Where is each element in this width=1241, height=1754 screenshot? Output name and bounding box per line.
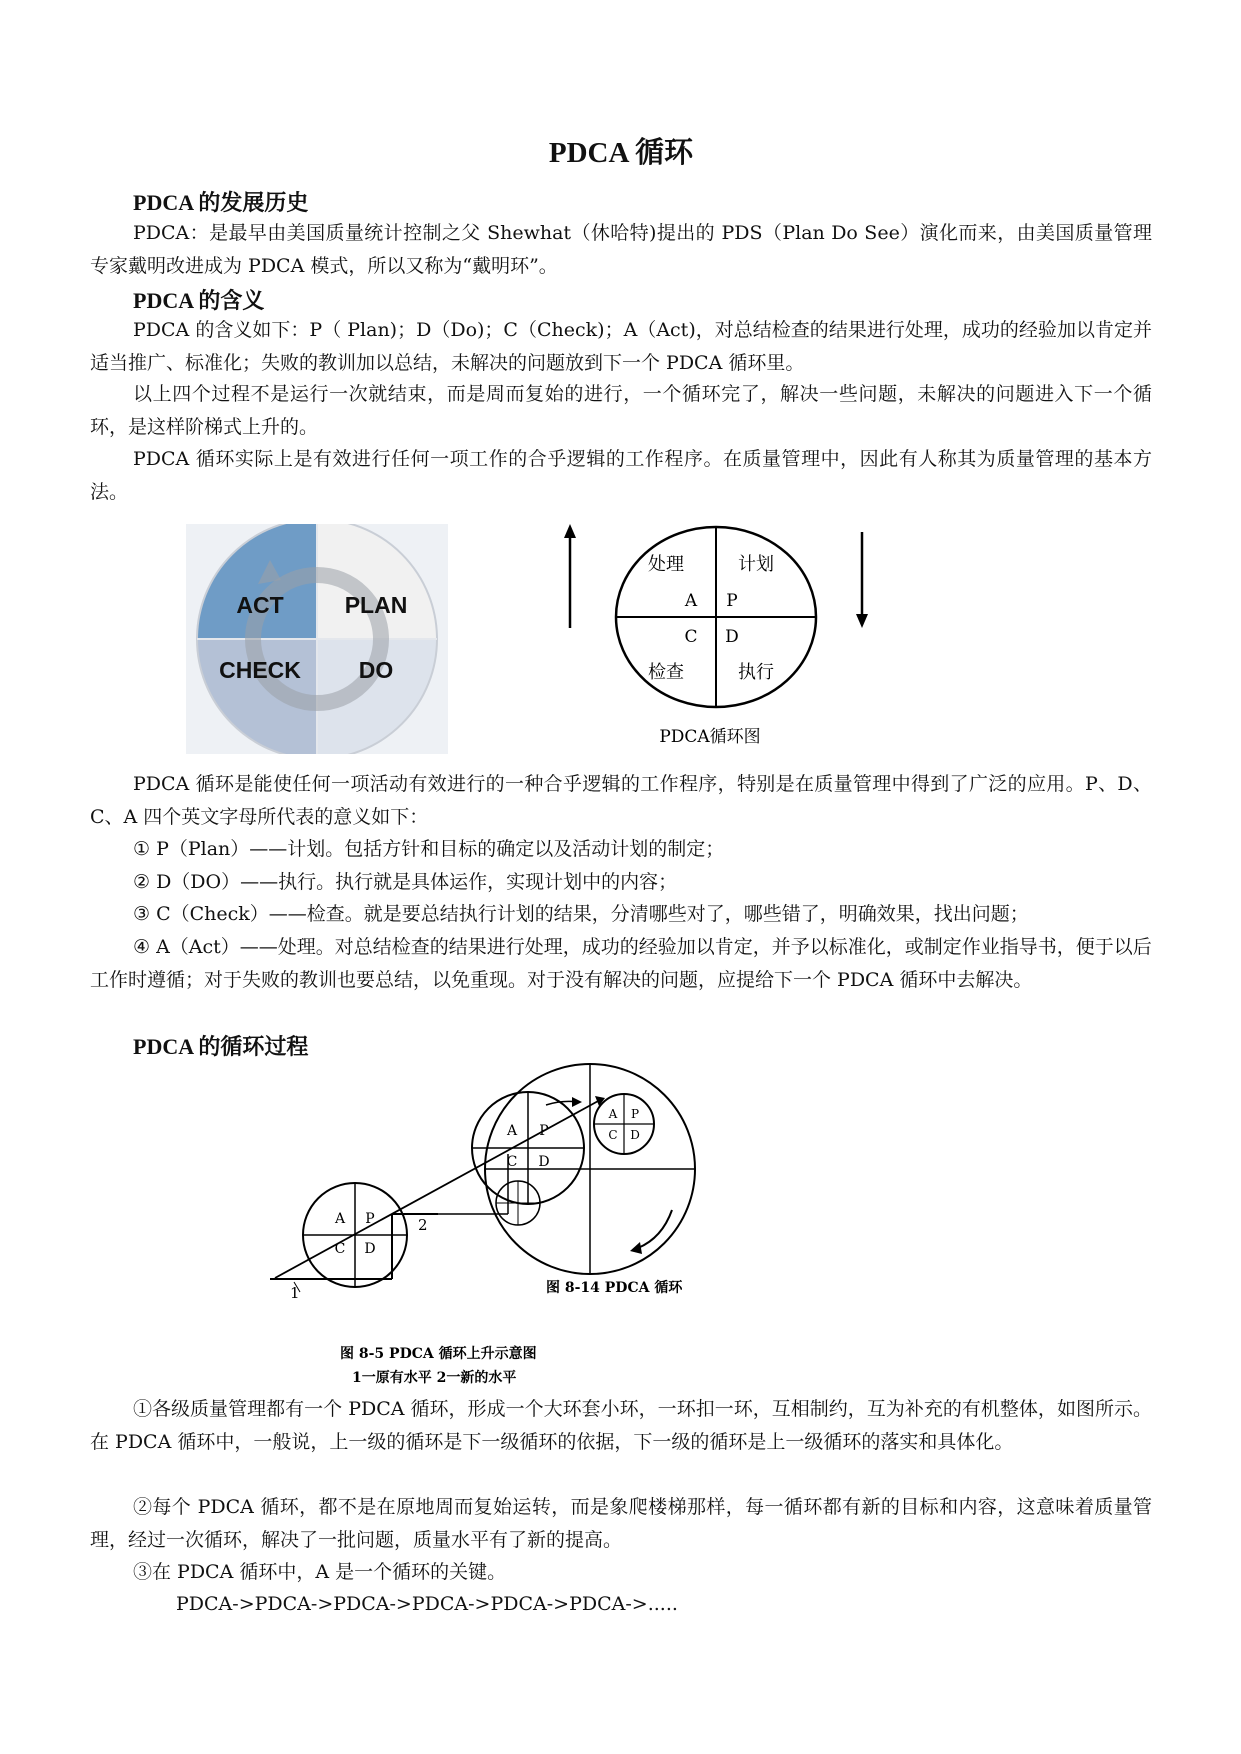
meaning-item-do: ② D（DO）——执行。执行就是具体运作，实现计划中的内容； bbox=[133, 871, 678, 893]
plan-label: PLAN bbox=[344, 592, 408, 618]
letter-a: A bbox=[684, 591, 698, 611]
tiny-letter-a: A bbox=[608, 1107, 618, 1121]
pdca-chain: PDCA->PDCA->PDCA->PDCA->PDCA->PDCA->..... bbox=[176, 1593, 678, 1615]
meaning-paragraph-2: 以上四个过程不是运行一次就结束，而是周而复始的进行，一个循环完了，解决一些问题，未解决的问题进入下一个循环，是这样阶梯式上升的。 bbox=[90, 383, 1152, 438]
history-paragraph: PDCA：是最早由美国质量统计控制之父 Shewhat（休哈特)提出的 PDS（Plan Do See）演化而来，由美国质量管理专家戴明改进成为 PDCA 模式，所以又称为“戴明环”。 bbox=[90, 222, 1152, 277]
letter-c: C bbox=[684, 627, 698, 647]
label-2: 2 bbox=[418, 1216, 428, 1234]
large-cycle-arrow bbox=[638, 1210, 672, 1248]
caption-levels: 1一原有水平 2一新的水平 bbox=[352, 1370, 517, 1386]
letter-p: P bbox=[726, 591, 738, 611]
check-label-bl: 检查 bbox=[648, 662, 684, 683]
medium-letter-d: D bbox=[538, 1154, 550, 1170]
plan-label-tr: 计划 bbox=[738, 554, 774, 575]
caption-fig-8-5: 图 8-5 PDCA 循环上升示意图 bbox=[340, 1346, 537, 1362]
process-label-tl: 处理 bbox=[648, 554, 684, 575]
caption-fig-8-14: 图 8-14 PDCA 循环 bbox=[546, 1280, 683, 1296]
check-label: CHECK bbox=[219, 657, 301, 683]
page-title: PDCA 循环 bbox=[548, 137, 694, 169]
section-heading-process: PDCA 的循环过程 bbox=[133, 1034, 309, 1059]
tiny-letter-c: C bbox=[608, 1128, 618, 1142]
pdca-circle-diagram bbox=[560, 524, 940, 754]
act-label: ACT bbox=[236, 592, 284, 618]
medium-letter-p: P bbox=[539, 1123, 549, 1139]
small-letter-a: A bbox=[334, 1211, 346, 1227]
down-arrow-icon bbox=[856, 614, 868, 628]
process-item-3: ③在 PDCA 循环中，A 是一个循环的关键。 bbox=[133, 1561, 507, 1583]
meaning-intro: PDCA 循环是能使任何一项活动有效进行的一种合乎逻辑的工作程序，特别是在质量管理中得到了广泛的应用。P、D、C、A 四个英文字母所代表的意义如下： bbox=[90, 773, 1152, 828]
pdca-ascending-figure bbox=[270, 1060, 750, 1390]
letter-d: D bbox=[725, 627, 739, 647]
meaning-paragraph-1: PDCA 的含义如下：P（ Plan)；D（Do)；C（Check)；A（Act)，对总结检查的结果进行处理，成功的经验加以肯定并适当推广、标准化；失败的教训加以总结，未解决的问题放到下一个 PDCA 循环里。 bbox=[90, 319, 1152, 374]
small-letter-p: P bbox=[365, 1211, 375, 1227]
meaning-item-act: ④ A（Act）——处理。对总结检查的结果进行处理，成功的经验加以肯定，并予以标准化，或制定作业指导书，便于以后工作时遵循；对于失败的教训也要总结，以免重现。对于没有解决的问题，应提给下一个 PDCA 循环中去解决。 bbox=[90, 936, 1152, 991]
process-item-2: ②每个 PDCA 循环，都不是在原地周而复始运转，而是象爬楼梯那样，每一循环都有新的目标和内容，这意味着质量管理，经过一次循环，解决了一批问题，质量水平有了新的提高。 bbox=[90, 1496, 1152, 1551]
section-heading-meaning: PDCA 的含义 bbox=[133, 288, 265, 313]
label-1: 1 bbox=[290, 1284, 300, 1302]
meaning-paragraph-3: PDCA 循环实际上是有效进行任何一项工作的合乎逻辑的工作程序。在质量管理中，因此有人称其为质量管理的基本方法。 bbox=[90, 448, 1152, 503]
do-label: DO bbox=[358, 657, 394, 683]
small-letter-c: C bbox=[334, 1241, 346, 1257]
circle-diagram-caption: PDCA循环图 bbox=[659, 727, 761, 747]
tiny-letter-p: P bbox=[630, 1107, 640, 1121]
meaning-item-check: ③ C（Check）——检查。就是要总结执行计划的结果，分清哪些对了，哪些错了，明确效果，找出问题； bbox=[133, 903, 1029, 925]
up-arrow-icon bbox=[564, 524, 576, 538]
rising-slope-line bbox=[275, 1100, 600, 1278]
medium-letter-a: A bbox=[506, 1123, 518, 1139]
section-heading-history: PDCA 的发展历史 bbox=[133, 190, 309, 215]
small-letter-d: D bbox=[364, 1241, 376, 1257]
tiny-letter-d: D bbox=[630, 1128, 640, 1142]
pdca-wheel-figure bbox=[186, 524, 448, 754]
do-label-br: 执行 bbox=[738, 662, 774, 683]
medium-letter-c: C bbox=[506, 1154, 518, 1170]
meaning-item-plan: ① P（Plan）——计划。包括方针和目标的确定以及活动计划的制定； bbox=[133, 838, 725, 860]
process-item-1: ①各级质量管理都有一个 PDCA 循环，形成一个大环套小环，一环扣一环，互相制约，互为补充的有机整体，如图所示。在 PDCA 循环中，一般说，上一级的循环是下一级循环的依据，下一级的循环是上一级循环的落实和具体化。 bbox=[90, 1398, 1152, 1453]
